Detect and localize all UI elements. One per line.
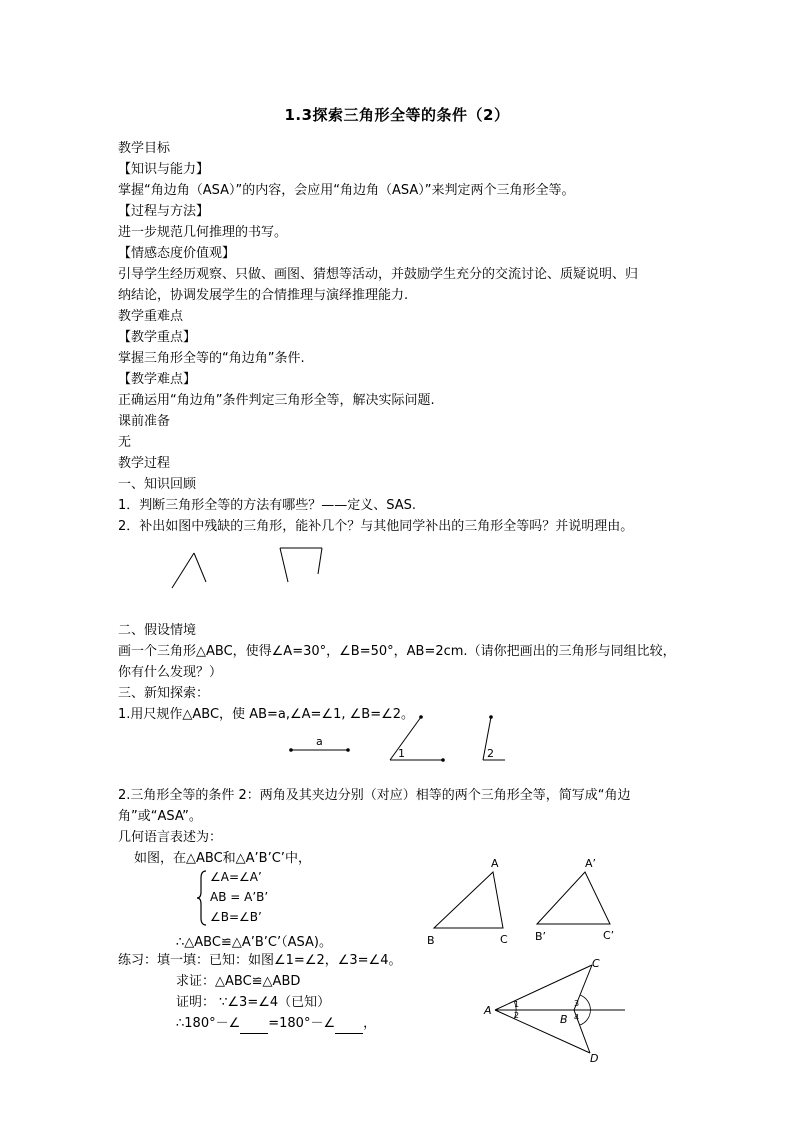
broken-tri-1-right: [194, 553, 206, 582]
hypo-heading: 二、假设情境: [118, 623, 197, 638]
ex-angle-2: 2: [514, 1011, 520, 1020]
ex-angle-1: 1: [514, 1000, 520, 1009]
segment-a-end: [346, 748, 350, 752]
emotion-text-1: 引导学生经历观察、只做、画图、猜想等活动，并鼓励学生充分的交流讨论、质疑说明、归: [118, 267, 639, 282]
explore-heading: 三、新知探索：: [118, 686, 210, 701]
explore-2-line2: 角”或“ASA”。: [118, 809, 202, 824]
focus-text: 掌握三角形全等的“角边角”条件.: [118, 351, 305, 366]
proof-part-2: =180°－∠: [268, 1016, 336, 1031]
construction-figure: [285, 712, 505, 772]
prep-heading: 课前准备: [118, 414, 171, 429]
explore-2-line1: 2.三角形全等的条件 2：两角及其夹边分别（对应）相等的两个三角形全等，简写成“角边: [118, 788, 631, 803]
focus-heading: 【教学重点】: [118, 330, 197, 345]
prove-line: 求证：△ABC≌△ABD: [176, 974, 301, 989]
broken-tri-1-left: [172, 553, 194, 588]
proof-line: 证明： ∵∠3=∠4（已知）: [176, 995, 331, 1010]
process2-heading: 教学过程: [118, 456, 171, 471]
angle-2-end-dot: [489, 715, 493, 719]
process-heading: 【过程与方法】: [118, 204, 210, 219]
review-q1: 1．判断三角形全等的方法有哪些？——定义、SAS.: [118, 498, 417, 513]
broken-triangles-figure: [160, 540, 340, 600]
exercise-line: 练习：填一填：已知：如图∠1=∠2，∠3=∠4。: [118, 953, 402, 968]
goal-heading: 教学目标: [118, 141, 171, 156]
angle-2-label: 2: [487, 747, 494, 760]
geo-lang: 几何语言表述为：: [118, 830, 223, 845]
exercise-figure: [482, 955, 632, 1065]
ex-label-a: A: [484, 1004, 492, 1017]
broken-tri-2-right: [318, 548, 322, 574]
ex-label-b: B: [560, 1013, 568, 1026]
tri1-label-c: C: [500, 933, 508, 946]
proof-part-3: ，: [363, 1016, 377, 1031]
tri1-label-a: A: [491, 857, 499, 870]
prep-text: 无: [118, 435, 132, 450]
triangle-a-prime: [537, 872, 610, 924]
hypo-text-1: 画一个三角形△ABC，使得∠A=30°，∠B=50°，AB=2cm.（请你把画出的三角形与同组比较，: [118, 644, 676, 659]
knowledge-heading: 【知识与能力】: [118, 162, 210, 177]
difficulty-heading: 【教学难点】: [118, 372, 197, 387]
triangles-figure: [425, 855, 635, 950]
ex-label-c: C: [592, 957, 600, 970]
tri2-label-b: B’: [535, 930, 547, 943]
proof-part-1: ∴180°－∠: [176, 1016, 241, 1031]
difficulty-text: 正确运用“角边角”条件判定三角形全等，解决实际问题.: [118, 393, 435, 408]
ex-angle-4: 4: [574, 1013, 580, 1022]
tri1-label-b: B: [427, 934, 435, 947]
angle-1-end-dot: [419, 715, 423, 719]
emotion-heading: 【情感态度价值观】: [118, 246, 236, 261]
segment-a-start: [289, 748, 293, 752]
segment-a-label: a: [316, 735, 323, 748]
proof-blank-1[interactable]: [240, 1019, 268, 1034]
proof-blank-line: [176, 1013, 376, 1034]
condition-side-ab: AB = A’B’: [210, 890, 269, 904]
ex-angle-3: 3: [574, 999, 580, 1008]
therefore-line: ∴△ABC≌△A’B’C’（ASA)。: [176, 935, 332, 950]
knowledge-text: 掌握“角边角（ASA）”的内容，会应用“角边角（ASA）”来判定两个三角形全等。: [118, 183, 575, 198]
condition-angle-b: ∠B=∠B’: [210, 910, 262, 924]
condition-brace: [197, 870, 207, 926]
hypo-text-2: 你有什么发现？）: [118, 665, 223, 680]
page-title: 1.3探索三角形全等的条件（2）: [284, 106, 510, 124]
ex-label-d: D: [590, 1052, 599, 1065]
review-heading: 一、知识回顾: [118, 477, 197, 492]
as-shown: 如图，在△ABC和△A’B’C’中，: [134, 851, 311, 866]
tri2-label-a: A’: [585, 857, 597, 870]
review-q2: 2．补出如图中残缺的三角形，能补几个？与其他同学补出的三角形全等吗？并说明理由。: [118, 519, 634, 534]
process-text: 进一步规范几何推理的书写。: [118, 225, 288, 240]
condition-angle-a: ∠A=∠A’: [210, 870, 262, 884]
proof-blank-2[interactable]: [335, 1019, 363, 1034]
angle-1-ray-up: [390, 717, 421, 760]
triangle-abc: [434, 872, 503, 928]
tri2-label-c: C’: [603, 929, 615, 942]
broken-tri-2-left: [280, 548, 288, 582]
angle-1-label: 1: [398, 747, 405, 760]
key-heading: 教学重难点: [118, 309, 184, 324]
explore-1: 1.用尺规作△ABC，使 AB=a,∠A=∠1, ∠B=∠2。: [118, 707, 415, 722]
angle-1-base-dot: [441, 758, 445, 762]
emotion-text-2: 纳结论，协调发展学生的合情推理与演绎推理能力.: [118, 288, 409, 303]
